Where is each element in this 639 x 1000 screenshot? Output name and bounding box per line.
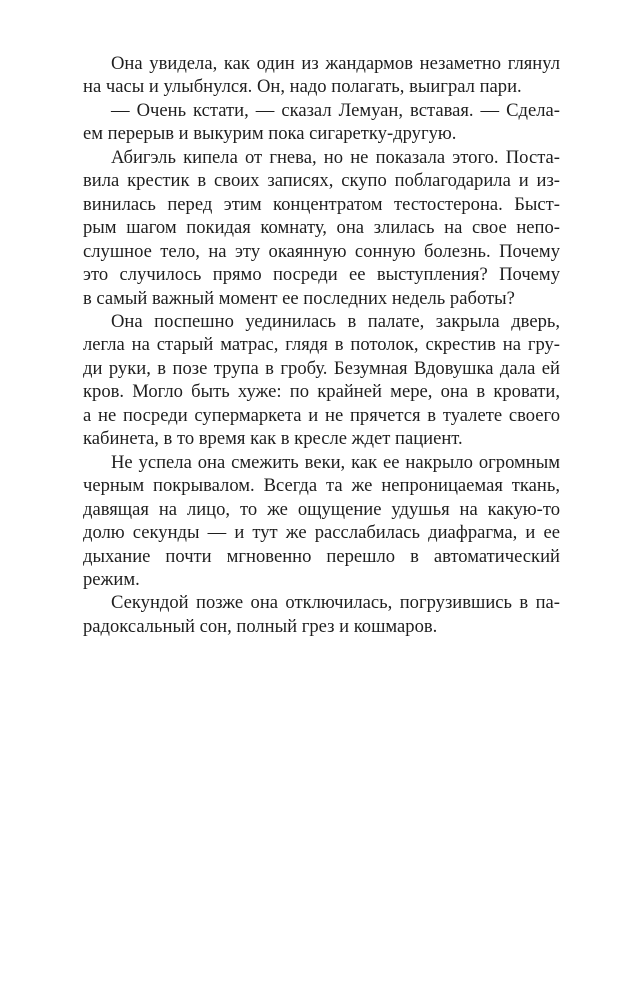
text-line: ем перерыв и выкурим пока сигаретку-другую.	[83, 123, 457, 145]
text-line: кров. Могло быть хуже: по крайней мере, она в кровати,	[83, 381, 560, 403]
text-line: кабинета, в то время как в кресле ждет пациент.	[83, 428, 463, 450]
paragraph	[83, 310, 560, 451]
text-line: радоксальный сон, полный грез и кошмаров.	[83, 615, 438, 637]
text-line: режим.	[83, 568, 140, 590]
paragraph	[83, 52, 560, 99]
text-line: Она поспешно уединилась в палате, закрыла дверь,	[111, 310, 560, 332]
text-line: Не успела она смежить веки, как ее накрыло огромным	[111, 451, 560, 473]
paragraph	[83, 99, 560, 146]
text-line: долю секунды — и тут же расслабилась диафрагма, и ее	[83, 522, 560, 544]
text-line: давящая на лицо, то же ощущение удушья на какую-то	[83, 498, 560, 520]
text-line: это случилось прямо посреди ее выступления? Почему	[83, 264, 560, 286]
text-line: Секундой позже она отключилась, погрузившись в па-	[111, 592, 560, 614]
text-line: Абигэль кипела от гнева, но не показала этого. Поста-	[111, 146, 560, 168]
book-page-text	[83, 52, 560, 638]
text-line: на часы и улыбнулся. Он, надо полагать, выиграл пари.	[83, 76, 522, 98]
text-line: рым шагом покидая комнату, она злилась на свое непо-	[83, 217, 560, 239]
text-line: ди руки, в позе трупа в гробу. Безумная Вдовушка дала ей	[83, 357, 560, 379]
text-line: вила крестик в своих записях, скупо поблагодарила и из-	[83, 170, 560, 192]
paragraph	[83, 451, 560, 592]
text-line: черным покрывалом. Всегда та же непроницаемая ткань,	[83, 475, 560, 497]
text-line: дыхание почти мгновенно перешло в автоматический	[83, 545, 560, 567]
paragraph	[83, 146, 560, 310]
paragraph	[83, 591, 560, 638]
text-line: винилась перед этим концентратом тестостерона. Быст-	[83, 193, 560, 215]
text-line: слушное тело, на эту окаянную сонную болезнь. Почему	[83, 240, 560, 262]
text-line: Она увидела, как один из жандармов незаметно глянул	[111, 53, 560, 74]
text-line: — Очень кстати, — сказал Лемуан, вставая. — Сдела-	[111, 99, 560, 121]
text-line: а не посреди супермаркета и не прячется в туалете своего	[83, 404, 560, 426]
text-line: в самый важный момент ее последних недель работы?	[83, 287, 515, 309]
text-line: легла на старый матрас, глядя в потолок, скрестив на гру-	[83, 334, 560, 356]
